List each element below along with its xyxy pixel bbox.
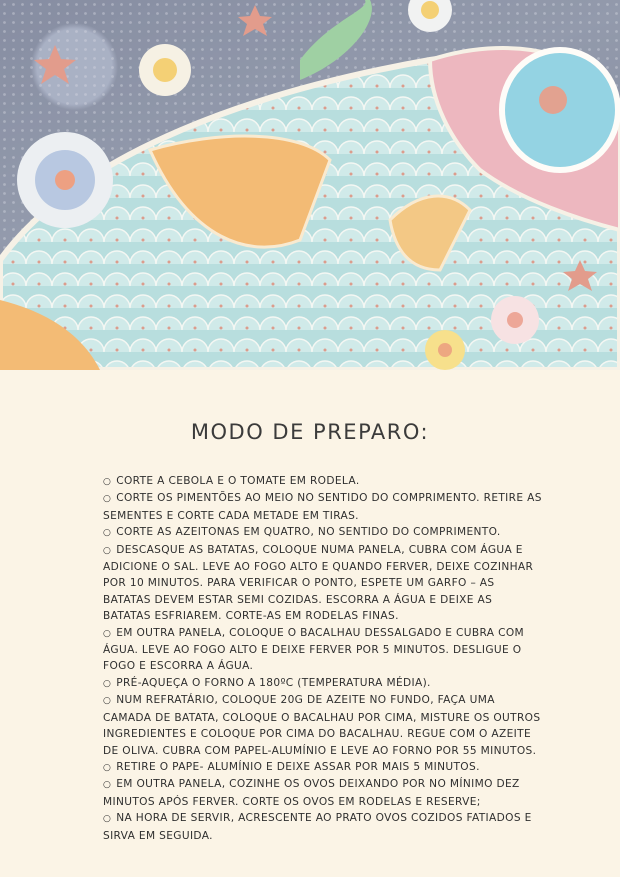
bullet-icon: ○ xyxy=(103,678,112,689)
step-text: EM OUTRA PANELA, COLOQUE O BACALHAU DESSALGADO E CUBRA COM ÁGUA. LEVE AO FOGO ALTO E DEIXE FERVER POR 5 MINUTOS. DESLIGUE O FOGO E ESCORRA A ÁGUA. xyxy=(103,626,525,673)
bullet-icon: ○ xyxy=(103,628,112,639)
step-text: NA HORA DE SERVIR, ACRESCENTE AO PRATO OVOS COZIDOS FATIADOS E SIRVA EM SEGUIDA. xyxy=(103,812,532,842)
fish-illustration xyxy=(0,0,620,370)
bullet-icon: ○ xyxy=(103,696,112,707)
step-text: NUM REFRATÁRIO, COLOQUE 20G DE AZEITE NO FUNDO, FAÇA UMA CAMADA DE BATATA, COLOQUE O BACALHAU POR CIMA, MISTURE OS OUTROS INGREDIENTES E COLOQUE POR CIMA DO BACALHAU. REGUE COM O AZEITE DE OLIVA. CUBRA COM PAPEL-ALUMÍNIO E LEVE AO FORNO POR 55 MINUTOS. xyxy=(103,694,541,757)
list-item xyxy=(103,473,543,490)
step-text: CORTE OS PIMENTÕES AO MEIO NO SENTIDO DO COMPRIMENTO. RETIRE AS SEMENTES E CORTE CADA METADE EM TIRAS. xyxy=(103,492,542,522)
page-title: MODO DE PREPARO: xyxy=(190,420,430,445)
list-item xyxy=(103,524,543,541)
step-text: DESCASQUE AS BATATAS, COLOQUE NUMA PANELA, CUBRA COM ÁGUA E ADICIONE O SAL. LEVE AO FOGO ALTO E QUANDO FERVER, DEIXE COZINHAR POR 10 MINUTOS. PARA VERIFICAR O PONTO, ESPETE UM GARFO – AS BATATAS DEVEM ESTAR SEMI COZIDAS. ESCORRA A ÁGUA E DEIXE AS BATATAS ESFRIAREM. CORTE-AS EM RODELAS FINAS. xyxy=(103,543,534,623)
bullet-icon: ○ xyxy=(103,494,112,505)
preparation-steps-list xyxy=(103,473,543,844)
bullet-icon: ○ xyxy=(103,528,112,539)
list-item xyxy=(103,542,543,625)
bullet-icon: ○ xyxy=(103,780,112,791)
list-item xyxy=(103,625,543,675)
list-item xyxy=(103,490,543,524)
step-text: CORTE AS AZEITONAS EM QUATRO, NO SENTIDO DO COMPRIMENTO. xyxy=(116,526,501,539)
bullet-icon: ○ xyxy=(103,762,112,773)
step-text: CORTE A CEBOLA E O TOMATE EM RODELA. xyxy=(116,475,360,487)
list-item xyxy=(103,692,543,759)
bullet-icon: ○ xyxy=(103,814,112,825)
list-item xyxy=(103,759,543,776)
bullet-icon: ○ xyxy=(103,545,112,556)
fish-artwork-banner xyxy=(0,0,620,370)
list-item xyxy=(103,675,543,692)
step-text: PRÉ-AQUEÇA O FORNO A 180ºC (TEMPERATURA MÉDIA). xyxy=(116,676,431,689)
list-item xyxy=(103,776,543,810)
list-item xyxy=(103,810,543,844)
step-text: RETIRE O PAPE- ALUMÍNIO E DEIXE ASSAR POR MAIS 5 MINUTOS. xyxy=(116,760,480,773)
bullet-icon: ○ xyxy=(103,477,112,487)
step-text: EM OUTRA PANELA, COZINHE OS OVOS DEIXANDO POR NO MÍNIMO DEZ MINUTOS APÓS FERVER. CORTE OS OVOS EM RODELAS E RESERVE; xyxy=(103,778,520,808)
